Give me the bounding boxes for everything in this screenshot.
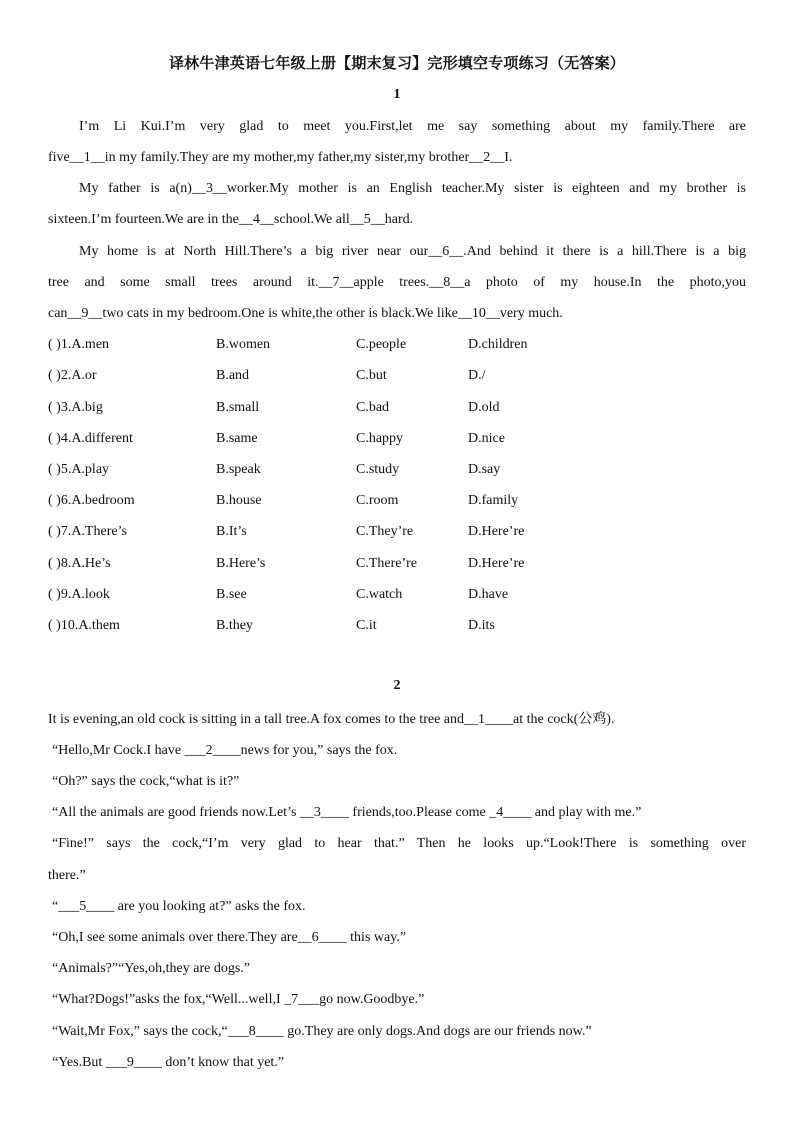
- option-c: C.watch: [356, 587, 403, 602]
- s2-paragraph-line: there.”: [48, 868, 86, 883]
- option-d: D.children: [468, 337, 528, 352]
- question-row-5: [48, 460, 746, 480]
- question-stem: ( )8.A.He’s: [48, 556, 111, 571]
- option-c: C.They’re: [356, 524, 414, 539]
- question-stem: ( )1.A.men: [48, 337, 110, 352]
- question-stem: ( )4.A.different: [48, 431, 133, 446]
- option-d: D.family: [468, 493, 519, 508]
- question-stem: ( )5.A.play: [48, 462, 110, 477]
- option-d: D.say: [468, 462, 501, 477]
- section-1-number: 1: [393, 87, 401, 102]
- s2-paragraph-line: “What?Dogs!”asks the fox,“Well...well,I _7___go now.Goodbye.”: [52, 992, 425, 1007]
- s2-paragraph-line: “Yes.But ___9____ don’t know that yet.”: [52, 1055, 285, 1070]
- option-d: D.Here’re: [468, 556, 525, 571]
- question-row-10: [48, 616, 746, 636]
- option-c: C.bad: [356, 400, 390, 415]
- s2-paragraph-line: “Animals?”“Yes,oh,they are dogs.”: [52, 961, 251, 976]
- s1-paragraph-line: sixteen.I’m fourteen.We are in the__4__school.We all__5__hard.: [48, 212, 414, 227]
- question-row-9: [48, 585, 746, 605]
- option-b: B.they: [216, 618, 253, 633]
- s1-paragraph-line: My father is a(n)__3__worker.My mother is an English teacher.My sister is eighteen and my brother is: [79, 181, 746, 196]
- option-d: D./: [468, 368, 486, 383]
- s2-paragraph-line: It is evening,an old cock is sitting in a tall tree.A fox comes to the tree and__1____at the cock(公鸡).: [48, 712, 615, 727]
- option-c: C.people: [356, 337, 407, 352]
- s2-paragraph-line: “___5____ are you looking at?” asks the fox.: [52, 899, 306, 914]
- option-c: C.study: [356, 462, 400, 477]
- option-b: B.and: [216, 368, 250, 383]
- s1-paragraph-line: I’m Li Kui.I’m very glad to meet you.First,let me say something about my family.There are: [79, 119, 746, 134]
- question-stem: ( )7.A.There’s: [48, 524, 127, 539]
- s2-paragraph-line: “Wait,Mr Fox,” says the cock,“___8____ go.They are only dogs.And dogs are our friends now.”: [52, 1024, 592, 1039]
- question-stem: ( )10.A.them: [48, 618, 120, 633]
- s1-paragraph-line: five__1__in my family.They are my mother,my father,my sister,my brother__2__I.: [48, 150, 513, 165]
- option-d: D.Here’re: [468, 524, 525, 539]
- question-row-1: [48, 335, 746, 355]
- option-d: D.its: [468, 618, 495, 633]
- question-row-7: [48, 522, 746, 542]
- question-stem: ( )6.A.bedroom: [48, 493, 135, 508]
- option-b: B.It’s: [216, 524, 247, 539]
- option-d: D.have: [468, 587, 509, 602]
- s2-paragraph-line: “Oh,I see some animals over there.They are__6____ this way.”: [52, 930, 407, 945]
- option-c: C.it: [356, 618, 377, 633]
- option-d: D.nice: [468, 431, 505, 446]
- question-stem: ( )2.A.or: [48, 368, 97, 383]
- option-c: C.room: [356, 493, 399, 508]
- option-b: B.women: [216, 337, 271, 352]
- option-c: C.There’re: [356, 556, 418, 571]
- question-row-8: [48, 554, 746, 574]
- option-b: B.see: [216, 587, 247, 602]
- question-row-2: [48, 366, 746, 386]
- option-b: B.small: [216, 400, 260, 415]
- option-b: B.house: [216, 493, 262, 508]
- section-2-number: 2: [393, 678, 401, 693]
- question-row-6: [48, 491, 746, 511]
- s1-paragraph-line: can__9__two cats in my bedroom.One is white,the other is black.We like__10__very much.: [48, 306, 563, 321]
- s2-paragraph-line: “Oh?” says the cock,“what is it?”: [52, 774, 240, 789]
- question-stem: ( )9.A.look: [48, 587, 110, 602]
- option-b: B.Here’s: [216, 556, 266, 571]
- s2-paragraph-line: “Fine!” says the cock,“I’m very glad to hear that.” Then he looks up.“Look!There is something over: [52, 836, 746, 851]
- option-b: B.same: [216, 431, 258, 446]
- option-d: D.old: [468, 400, 500, 415]
- s1-paragraph-line: tree and some small trees around it.__7__apple trees.__8__a photo of my house.In the photo,you: [48, 275, 746, 290]
- s2-paragraph-line: “Hello,Mr Cock.I have ___2____news for you,” says the fox.: [52, 743, 398, 758]
- question-stem: ( )3.A.big: [48, 400, 103, 415]
- option-c: C.but: [356, 368, 387, 383]
- s2-paragraph-line: “All the animals are good friends now.Let’s __3____ friends,too.Please come _4____ and play with me.”: [52, 805, 642, 820]
- option-b: B.speak: [216, 462, 261, 477]
- page-title: 译林牛津英语七年级上册【期末复习】完形填空专项练习（无答案）: [168, 54, 625, 72]
- option-c: C.happy: [356, 431, 404, 446]
- s1-paragraph-line: My home is at North Hill.There’s a big river near our__6__.And behind it there is a hill.There is a big: [79, 244, 746, 259]
- question-row-4: [48, 429, 746, 449]
- question-row-3: [48, 398, 746, 418]
